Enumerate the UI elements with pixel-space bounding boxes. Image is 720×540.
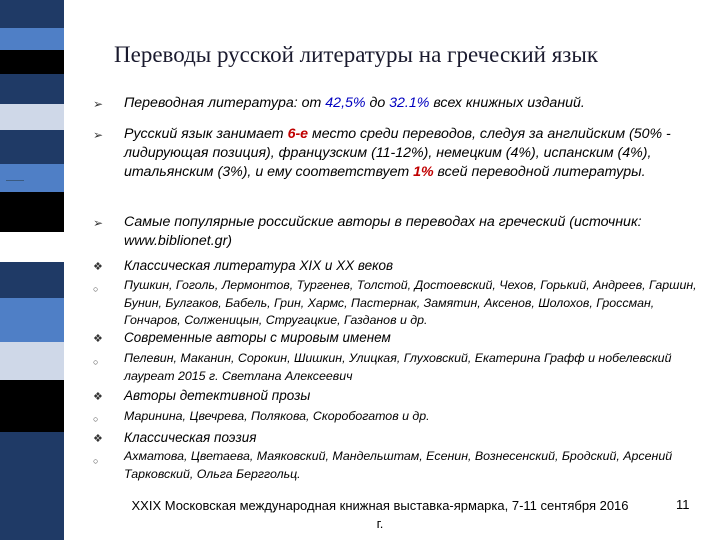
page-number: 11 [676, 497, 690, 512]
arrow-bullet-icon: ➢ [93, 128, 104, 142]
divider-line [6, 180, 24, 181]
circle-bullet-icon: ○ [93, 414, 99, 424]
section-heading: Авторы детективной прозы [124, 388, 311, 403]
stripe-block [0, 262, 64, 298]
stripe-block [0, 104, 64, 130]
circle-bullet-icon: ○ [93, 284, 99, 294]
stripe-block [0, 298, 64, 342]
stripe-block [0, 50, 64, 74]
stripe-block [0, 232, 64, 262]
bullet-text: Переводная литература: от 42,5% до 32.1% всех книжных изданий. [124, 95, 585, 111]
bullet-text: Самые популярные российские авторы в переводах на греческий (источник: www.biblionet.gr) [124, 214, 642, 249]
author-list: Маринина, Цвечрева, Полякова, Скоробогатов и др. [124, 409, 430, 423]
accent-value: 6-е [287, 126, 309, 142]
stripe-block [0, 380, 64, 432]
circle-bullet-icon: ○ [93, 357, 99, 367]
author-list: Ахматова, Цветаева, Маяковский, Мандельштам, Есенин, Вознесенский, Бродский, Арсений Тарковский, Ольга Берггольц. [124, 449, 673, 481]
stripe-block [0, 192, 64, 232]
highlight-value: 42,5% [325, 95, 366, 111]
diamond-bullet-icon: ❖ [93, 261, 103, 273]
stripe-block [0, 130, 64, 164]
diamond-bullet-icon: ❖ [93, 333, 103, 345]
stripe-block [0, 74, 64, 104]
stripe-block [0, 28, 64, 50]
stripe-block [0, 342, 64, 380]
circle-bullet-icon: ○ [93, 456, 99, 466]
diamond-bullet-icon: ❖ [93, 433, 103, 445]
section-heading: Современные авторы с мировым именем [124, 330, 391, 345]
diamond-bullet-icon: ❖ [93, 391, 103, 403]
decorative-stripe [0, 0, 64, 540]
bullet-text: Русский язык занимает 6-е место среди переводов, следуя за английским (50% - лидирующая позиция), французским (11-12%), немецким (4%), испанским (4%), итальянским (3%), и ему соответствует 1% всей переводной литературы. [124, 126, 671, 180]
arrow-bullet-icon: ➢ [93, 97, 104, 111]
stripe-block [0, 164, 64, 192]
author-list: Пушкин, Гоголь, Лермонтов, Тургенев, Толстой, Достоевский, Чехов, Горький, Андреев, Гаршин, Бунин, Булгаков, Бабель, Грин, Хармс, Пастернак, Замятин, Аксенов, Шолохов, Гроссман, Гончаров, Солженицын, Стругацкие, Газданов и др. [124, 278, 697, 327]
section-heading: Классическая литература XIX и XX веков [124, 258, 394, 273]
author-list: Пелевин, Маканин, Сорокин, Шишкин, Улицкая, Глуховский, Екатерина Графф и нобелевский лауреат 2015 г. Светлана Алексеевич [124, 351, 672, 383]
accent-value: 1% [413, 164, 434, 180]
section-heading: Классическая поэзия [124, 430, 257, 445]
highlight-value: 32.1% [389, 95, 430, 111]
arrow-bullet-icon: ➢ [93, 216, 104, 230]
footer-caption: XXIX Московская международная книжная выставка-ярмарка, 7-11 сентября 2016 г. [131, 498, 629, 531]
stripe-block [0, 432, 64, 540]
slide-title: Переводы русской литературы на греческий язык [114, 42, 598, 67]
stripe-block [0, 0, 64, 28]
